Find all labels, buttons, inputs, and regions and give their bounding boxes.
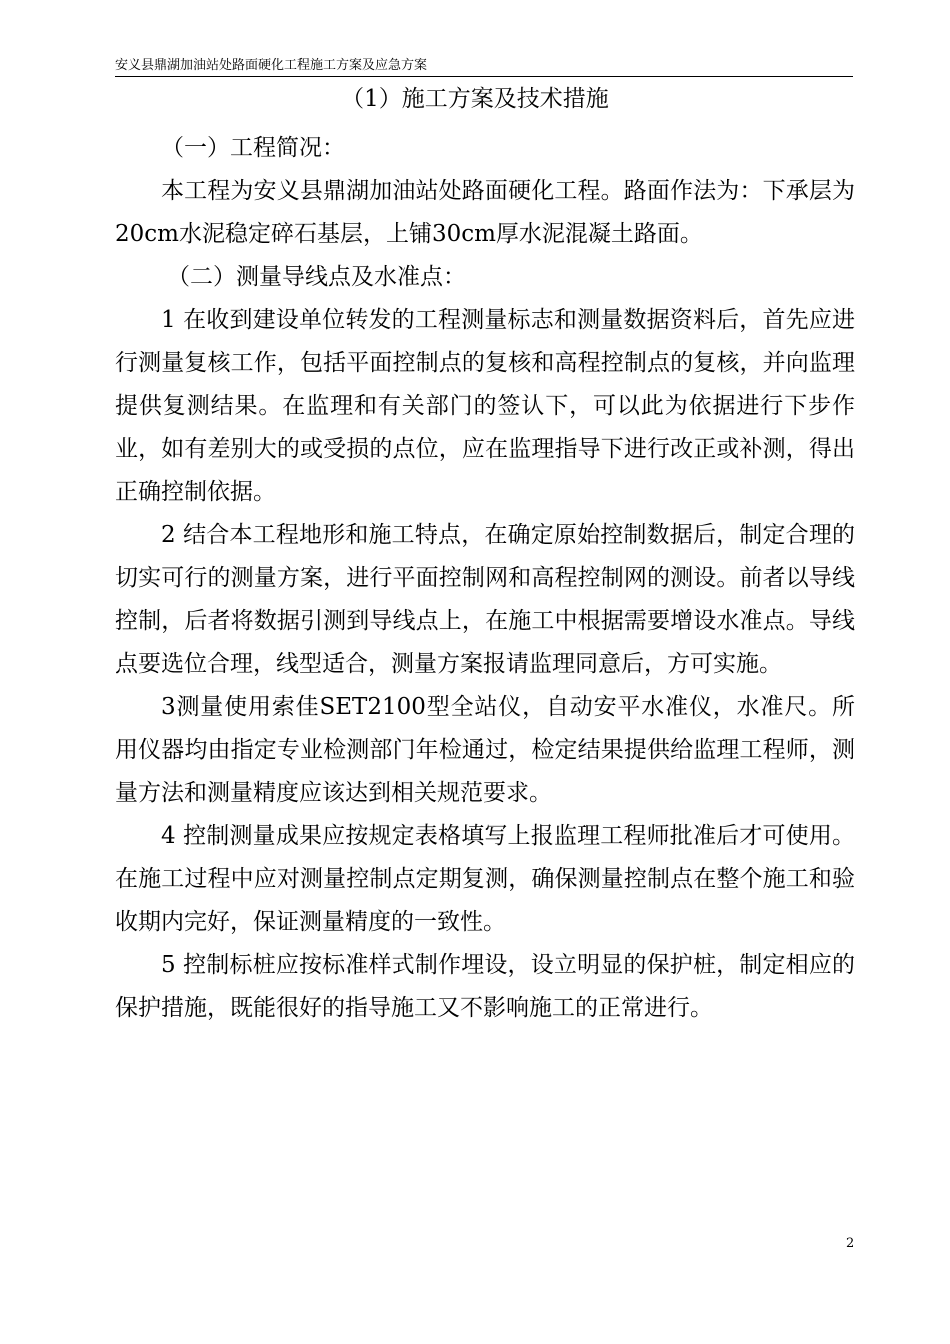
paragraph-item-1: 1 在收到建设单位转发的工程测量标志和测量数据资料后，首先应进行测量复核工作，包括平面控制点的复核和高程控制点的复核，并向监理提供复测结果。在监理和有关部门的签认下，可以此为依据进行下步作业，如有差别大的或受损的点位，应在监理指导下进行改正或补测，得出正确控制依据。 — [115, 307, 855, 505]
paragraph-item-4: 4 控制测量成果应按规定表格填写上报监理工程师批准后才可使用。在施工过程中应对测量控制点定期复测，确保测量控制点在整个施工和验收期内完好，保证测量精度的一致性。 — [115, 823, 855, 935]
header-rule — [115, 76, 853, 77]
paragraph-item-5: 5 控制标桩应按标准样式制作埋设，设立明显的保护桩，制定相应的保护措施，既能很好的指导施工又不影响施工的正常进行。 — [115, 952, 855, 1021]
paragraph-item-2: 2 结合本工程地形和施工特点，在确定原始控制数据后，制定合理的切实可行的测量方案，进行平面控制网和高程控制网的测设。前者以导线控制，后者将数据引测到导线点上，在施工中根据需要增设水准点。导线点要选位合理，线型适合，测量方案报请监理同意后，方可实施。 — [115, 522, 855, 677]
running-header: 安义县鼎湖加油站处路面硬化工程施工方案及应急方案 — [115, 58, 428, 73]
section-title: （1）施工方案及技术措施 — [341, 86, 609, 112]
paragraph-project-overview: 本工程为安义县鼎湖加油站处路面硬化工程。路面作法为：下承层为20cm水泥稳定碎石基层，上铺30cm厚水泥混凝土路面。 — [115, 178, 855, 247]
paragraph-item-3: 3测量使用索佳SET2100型全站仪，自动安平水准仪，水准尺。所用仪器均由指定专业检测部门年检通过，检定结果提供给监理工程师，测量方法和测量精度应该达到相关规范要求。 — [115, 694, 855, 806]
heading-survey-points: （二）测量导线点及水准点： — [167, 264, 466, 290]
heading-project-overview: （一）工程简况： — [161, 135, 345, 161]
page-number: 2 — [846, 1236, 855, 1251]
document-body — [115, 127, 855, 1030]
